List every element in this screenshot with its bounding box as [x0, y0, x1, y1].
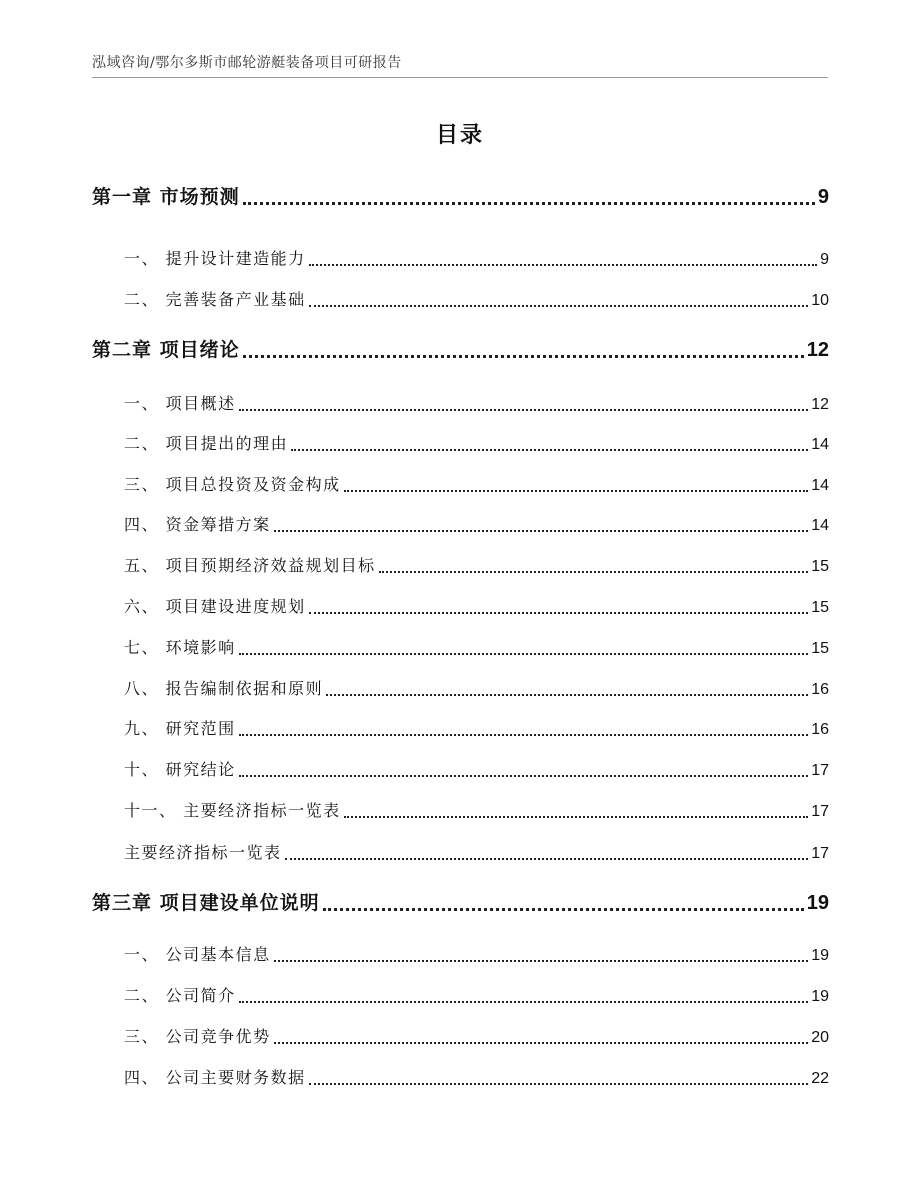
toc-entry-label: 主要经济指标一览表	[124, 843, 282, 862]
toc-section[interactable]	[92, 594, 829, 620]
toc-leader-dots	[274, 942, 809, 968]
toc-leader-dots	[274, 512, 809, 538]
toc-leader-dots	[344, 798, 809, 824]
toc-section[interactable]	[92, 942, 829, 968]
toc-leader-dots	[285, 840, 809, 866]
toc-entry-label: 二、 公司简介	[124, 986, 236, 1005]
toc-entry-label: 四、 资金筹措方案	[124, 515, 271, 534]
toc-leader-dots	[323, 888, 804, 918]
toc-section[interactable]	[92, 757, 829, 783]
toc-leader-dots	[243, 182, 815, 212]
toc-entry-label: 一、 项目概述	[124, 394, 236, 413]
toc-section[interactable]	[92, 431, 829, 457]
toc-chapter-2[interactable]	[92, 335, 829, 365]
toc-leader-dots	[309, 1065, 809, 1091]
toc-page-number: 12	[806, 339, 829, 361]
toc-page-number: 9	[820, 251, 829, 268]
toc-leader-dots	[239, 757, 809, 783]
toc-page-number: 14	[811, 517, 829, 534]
toc-entry-label: 第一章 市场预测	[92, 186, 240, 208]
toc-entry-label: 四、 公司主要财务数据	[124, 1068, 306, 1087]
toc-page-number: 16	[811, 721, 829, 738]
toc-page-number: 17	[811, 845, 829, 862]
toc-page-number: 19	[811, 947, 829, 964]
toc-section[interactable]	[92, 1065, 829, 1091]
toc-page-number: 19	[811, 988, 829, 1005]
toc-page-number: 22	[811, 1070, 829, 1087]
toc-entry-label: 十、 研究结论	[124, 760, 236, 779]
toc-entry-label: 三、 公司竞争优势	[124, 1027, 271, 1046]
toc-section[interactable]	[92, 391, 829, 417]
toc-section[interactable]	[92, 676, 829, 702]
toc-section[interactable]	[92, 472, 829, 498]
toc-page-number: 15	[811, 599, 829, 616]
toc-entry-label: 九、 研究范围	[124, 719, 236, 738]
toc-leader-dots	[309, 287, 809, 313]
toc-section[interactable]	[92, 1024, 829, 1050]
toc-entry-label: 一、 提升设计建造能力	[124, 249, 306, 268]
toc-leader-dots	[326, 676, 808, 702]
toc-page-number: 12	[811, 396, 829, 413]
toc-page-number: 9	[817, 186, 829, 208]
toc-entry-label: 第二章 项目绪论	[92, 339, 240, 361]
toc-leader-dots	[309, 594, 809, 620]
toc-entry-label: 七、 环境影响	[124, 638, 236, 657]
toc-leader-dots	[309, 246, 818, 272]
toc-page-number: 20	[811, 1029, 829, 1046]
toc-entry-label: 三、 项目总投资及资金构成	[124, 475, 341, 494]
toc-entry-label: 二、 项目提出的理由	[124, 434, 289, 453]
toc-chapter-3[interactable]	[92, 888, 829, 918]
toc-section[interactable]	[92, 798, 829, 824]
toc-leader-dots	[239, 635, 809, 661]
toc-page-number: 16	[811, 681, 829, 698]
toc-entry-label: 一、 公司基本信息	[124, 945, 271, 964]
toc-section[interactable]	[92, 553, 829, 579]
toc-entry-label: 二、 完善装备产业基础	[124, 290, 306, 309]
toc-section[interactable]	[92, 983, 829, 1009]
toc-entry-label: 八、 报告编制依据和原则	[124, 679, 324, 698]
running-header: 泓域咨询/鄂尔多斯市邮轮游艇装备项目可研报告	[92, 55, 402, 71]
toc-entry-label: 十一、 主要经济指标一览表	[124, 801, 341, 820]
toc-section[interactable]	[92, 840, 829, 866]
toc-entry-label: 六、 项目建设进度规划	[124, 597, 306, 616]
toc-page-number: 17	[811, 762, 829, 779]
toc-page-number: 15	[811, 640, 829, 657]
table-of-contents	[92, 0, 829, 1191]
toc-section[interactable]	[92, 635, 829, 661]
toc-entry-label: 五、 项目预期经济效益规划目标	[124, 556, 376, 575]
toc-section[interactable]	[92, 716, 829, 742]
toc-page-number: 17	[811, 803, 829, 820]
toc-section[interactable]	[92, 512, 829, 538]
toc-page-number: 14	[811, 436, 829, 453]
toc-page-number: 14	[811, 477, 829, 494]
toc-leader-dots	[239, 716, 809, 742]
toc-page-number: 15	[811, 558, 829, 575]
toc-page-number: 10	[811, 292, 829, 309]
toc-leader-dots	[243, 335, 804, 365]
toc-leader-dots	[379, 553, 809, 579]
toc-chapter-1[interactable]	[92, 182, 829, 212]
toc-entry-label: 第三章 项目建设单位说明	[92, 892, 320, 914]
toc-title: 目录	[435, 123, 484, 148]
toc-section[interactable]	[92, 246, 829, 272]
toc-leader-dots	[274, 1024, 809, 1050]
toc-section[interactable]	[92, 287, 829, 313]
toc-leader-dots	[239, 983, 809, 1009]
toc-page-number: 19	[806, 892, 829, 914]
toc-leader-dots	[239, 391, 809, 417]
toc-leader-dots	[291, 431, 808, 457]
toc-leader-dots	[344, 472, 809, 498]
